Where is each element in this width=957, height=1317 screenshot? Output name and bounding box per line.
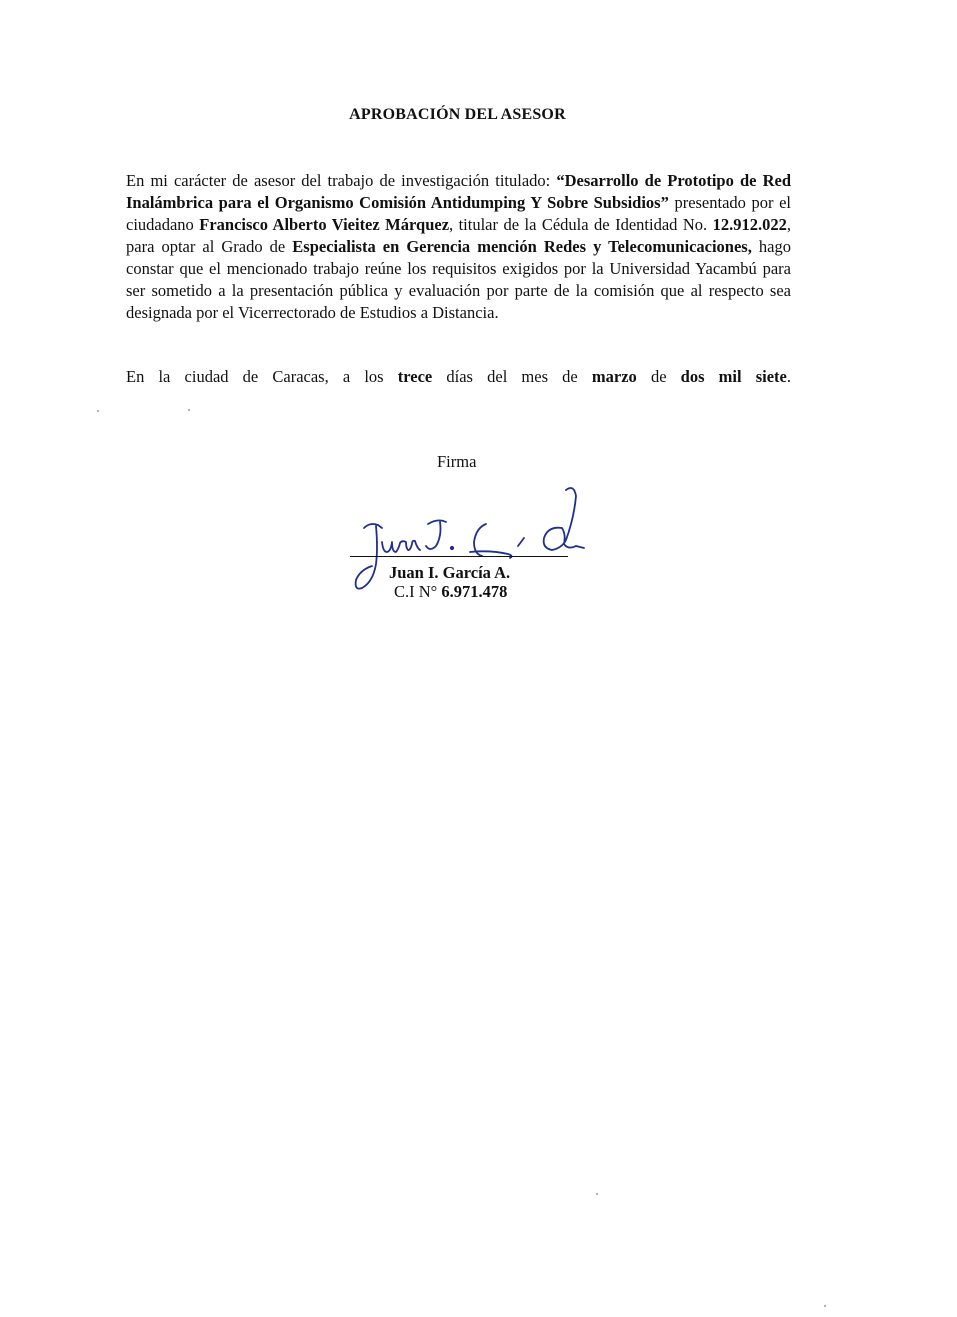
paragraph-text: En mi carácter de asesor del trabajo de investigación titulado: [126,171,557,190]
thesis-title: “Desarrollo de Prototipo de Red Inalámbrica para el Organismo Comisión Antidumping Y Sobre Subsidios” [126,171,791,212]
date-month: marzo [591,367,637,386]
signer-id [394,582,507,602]
paragraph-text: hago constar que el mencionado trabajo reúne los requisitos exigidos por la Universidad Yacambú para ser sometido a la presentación pública y evaluación por parte de la comisión que al respecto sea designada por el Vicerrectorado de Estudios a Distancia. [126,237,791,322]
approval-paragraph [126,170,791,324]
student-name: Francisco Alberto Vieitez Márquez [199,215,450,234]
signature-label: Firma [437,452,477,471]
date-paragraph [126,366,791,388]
signer-id-number: 6.971.478 [441,582,508,601]
document-title: APROBACIÓN DEL ASESOR [349,106,566,123]
paragraph-text: presentado por el ciudadano [126,193,791,234]
date-day: trece [397,367,433,386]
scan-speck [824,1305,826,1307]
scan-speck [188,409,190,411]
scan-speck [596,1193,598,1195]
degree-name: Especialista en Gerencia mención Redes y Telecomunicaciones, [292,237,752,256]
date-year: dos mil siete [680,367,787,386]
paragraph-text: , titular de la Cédula de Identidad No. [449,215,713,234]
signer-id-prefix: C.I N° [394,582,442,601]
paragraph-text: En la ciudad de Caracas, a los [126,367,398,386]
scan-speck [97,410,99,412]
signature-line [350,556,568,557]
paragraph-text: días del mes de [432,367,592,386]
paragraph-text: de [636,367,681,386]
paragraph-text: , para optar al Grado de [126,215,791,256]
paragraph-text: . [786,367,791,386]
signer-name: Juan I. García A. [389,563,511,582]
student-id-number: 12.912.022 [712,215,787,234]
